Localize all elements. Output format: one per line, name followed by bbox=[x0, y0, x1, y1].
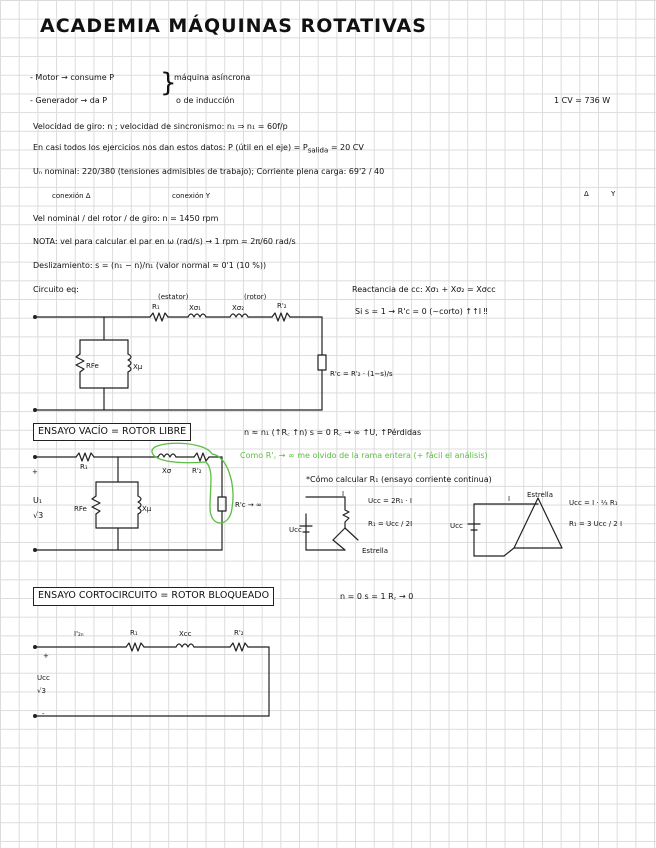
xs1-label: Xσ₁ bbox=[189, 304, 202, 312]
star-estrella-label: Estrella bbox=[362, 547, 389, 555]
cc-conditions: n = 0 s = 1 R꜀ → 0 bbox=[340, 592, 414, 601]
conexion-delta: conexión Δ bbox=[52, 192, 91, 200]
star-i-label: I bbox=[342, 490, 345, 498]
nota-line: NOTA: vel para calcular el par en ω (rad/s) → 1 rpm = 2π/60 rad/s bbox=[33, 237, 296, 246]
vacio-circuit bbox=[35, 453, 226, 550]
vacio-r2p-label: R'₂ bbox=[192, 467, 202, 475]
cc-ucc-label: Ucc bbox=[37, 674, 50, 682]
equivalent-circuit bbox=[35, 313, 326, 410]
vel-nominal-line: Vel nominal / del rotor / de giro: n = 1450 rpm bbox=[33, 214, 219, 223]
vacio-xmu-label: Xμ bbox=[142, 505, 152, 513]
delta-mark: Δ bbox=[584, 190, 589, 198]
vacio-rc-inf: R'c → ∞ bbox=[235, 501, 262, 509]
delta-dc-diagram bbox=[468, 498, 562, 556]
cc-r2p-label: R'₂ bbox=[234, 629, 244, 637]
xmu-label: Xμ bbox=[133, 363, 143, 371]
cc-minus: - bbox=[42, 710, 45, 718]
como-calcular: *Cómo calcular R₁ (ensayo corriente continua) bbox=[306, 475, 492, 484]
maquina-asincrona: máquina asíncrona bbox=[174, 73, 251, 82]
velocidad-line: Velocidad de giro: n ; velocidad de sincronismo: n₁ ⇒ n₁ = 60f/p bbox=[33, 122, 288, 131]
cc-plus: + bbox=[43, 652, 49, 660]
cc-circuit bbox=[35, 643, 269, 716]
vacio-rfe-label: RFe bbox=[74, 505, 87, 513]
ejercicios-line: En casi todos los ejercicios nos dan estos datos: P (útil en el $eje) = P_{salida} = 20$ CV bbox=[33, 143, 364, 155]
delta-ucc-label: Ucc bbox=[450, 522, 463, 530]
vacio-r1-label: R₁ bbox=[80, 463, 88, 471]
xs2-label: Xσ₂ bbox=[232, 304, 245, 312]
maquina-induccion: o de inducción bbox=[176, 96, 235, 105]
star-ucc-eq: Ucc = 2R₁ · I bbox=[368, 497, 412, 505]
delta-i-label: I bbox=[508, 495, 511, 503]
sqrt3-label: √3 bbox=[33, 511, 44, 520]
u1-label: U₁ bbox=[33, 496, 43, 505]
star-dc-diagram bbox=[300, 497, 358, 550]
star-ucc-label: Ucc bbox=[289, 526, 302, 534]
estator-label: (estator) bbox=[158, 293, 189, 301]
vacio-plus: + bbox=[32, 468, 38, 476]
cc-xcc-label: Xcc bbox=[179, 630, 192, 638]
brace-glyph: } bbox=[160, 68, 177, 98]
generador-line: - Generador → da P bbox=[30, 96, 108, 105]
r1-label: R₁ bbox=[152, 303, 160, 311]
green-note: Como R'꜀ → ∞ me olvido de la rama entera (+ fácil el análisis) bbox=[240, 451, 488, 460]
delta-estrella-label: Estrella bbox=[527, 491, 554, 499]
rc-equation: R'c = R'₂ · (1−s)/s bbox=[330, 370, 393, 378]
terminal-dots bbox=[33, 315, 37, 718]
reactancia-line: Reactancia de cc: Xσ₁ + Xσ₂ = Xσcc bbox=[352, 285, 496, 294]
si-line: Si s = 1 → R'c = 0 (~corto) ↑↑I ‼ bbox=[355, 307, 488, 316]
star-r1-eq: R₁ = Ucc / 2I bbox=[368, 520, 413, 528]
circuito-label: Circuito eq: bbox=[33, 285, 79, 294]
ensayo-cc-box: ENSAYO CORTOCIRCUITO = ROTOR BLOQUEADO bbox=[33, 587, 274, 606]
cc-i2n-label: I'₂ₙ bbox=[74, 630, 84, 638]
tension-nominal-line: Uₙ nominal: 220/380 (tensiones admisibles de trabajo); Corriente plena carga: 69'2 / 40 bbox=[33, 167, 385, 176]
cv-conversion: 1 CV = 736 W bbox=[554, 96, 611, 105]
vacio-conditions: n ≈ n₁ (↑R꜀ ↑n) s = 0 R꜀ → ∞ ↑U, ↑Pérdidas bbox=[244, 428, 422, 437]
ensayo-vacio-box: ENSAYO VACÍO = ROTOR LIBRE bbox=[33, 423, 191, 441]
motor-line: - Motor → consume P bbox=[30, 73, 115, 82]
delta-ucc-eq: Ucc = I · ⅔ R₁ bbox=[569, 499, 618, 507]
cc-r1-label: R₁ bbox=[130, 629, 138, 637]
r2p-label: R'₂ bbox=[277, 302, 287, 310]
y-mark: Y bbox=[611, 190, 616, 198]
page-title: ACADEMIA MÁQUINAS ROTATIVAS bbox=[40, 15, 427, 37]
rotor-label: (rotor) bbox=[244, 293, 267, 301]
cc-sqrt3-label: √3 bbox=[37, 687, 46, 695]
deslizamiento-line: Deslizamiento: s = (n₁ − n)/n₁ (valor normal ≈ 0'1 (10 %)) bbox=[33, 261, 267, 270]
conexion-estrella: conexión Y bbox=[172, 192, 211, 200]
vacio-xs-label: Xσ bbox=[162, 467, 172, 475]
delta-r1-eq: R₁ = 3 Ucc / 2 I bbox=[569, 520, 623, 528]
rfe-label: RFe bbox=[86, 362, 99, 370]
